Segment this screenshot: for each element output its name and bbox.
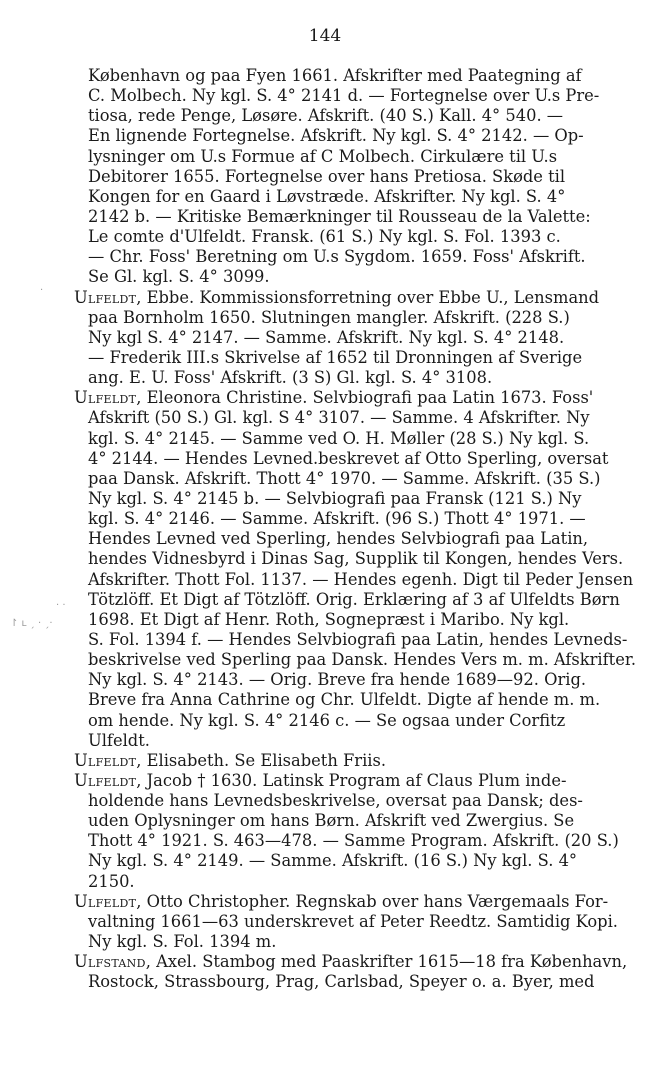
text-line	[74, 227, 642, 247]
line-text: Ny kgl S. 4° 2147. — Samme. Afskrift. Ny kgl. S. 4° 2148.	[88, 327, 565, 347]
text-line	[74, 791, 642, 811]
text-line	[74, 449, 642, 469]
line-text: Se Gl. kgl. S. 4° 3099.	[88, 267, 270, 287]
text-line	[74, 267, 642, 287]
text-line	[74, 650, 642, 670]
text-line	[74, 167, 642, 187]
line-text: valtning 1661—63 underskrevet af Peter Reedtz. Samtidig Kopi.	[88, 911, 618, 931]
text-line	[74, 549, 642, 569]
line-text: — Chr. Foss' Beretning om U.s Sygdom. 1659. Foss' Afskrift.	[88, 247, 586, 267]
line-text: paa Bornholm 1650. Slutningen mangler. Afskrift. (228 S.)	[88, 307, 570, 327]
text-line	[74, 247, 642, 267]
text-line	[74, 489, 642, 509]
text-line	[74, 529, 642, 549]
line-text: , Elisabeth. Se Elisabeth Friis.	[136, 750, 387, 770]
entry-surname: Ulfeldt	[74, 388, 137, 408]
text-line	[74, 831, 642, 851]
text-line	[74, 630, 642, 650]
text-line	[74, 429, 642, 449]
line-text: Rostock, Strassbourg, Prag, Carlsbad, Speyer o. a. Byer, med	[88, 972, 595, 992]
text-line	[74, 469, 642, 489]
text-line	[74, 308, 642, 328]
line-text: , Otto Christopher. Regnskab over hans Værgemaals For-	[136, 891, 609, 911]
text-line	[74, 106, 642, 126]
line-text: Ulfeldt.	[88, 730, 150, 750]
margin-mark: ↾ ʟ ˏ · ˏ·	[10, 618, 53, 629]
text-line	[74, 66, 642, 86]
line-text: tiosa, rede Penge, Løsøre. Afskrift. (40 S.) Kall. 4° 540. —	[88, 106, 564, 126]
text-line	[74, 187, 642, 207]
line-text: kgl. S. 4° 2145. — Samme ved O. H. Møller (28 S.) Ny kgl. S.	[88, 428, 590, 448]
entry-heading-line	[74, 892, 642, 912]
text-line	[74, 86, 642, 106]
text-line	[74, 126, 642, 146]
line-text: Tötzlöff. Et Digt af Tötzlöff. Orig. Erklæring af 3 af Ulfeldts Børn	[88, 589, 620, 609]
text-line	[74, 610, 642, 630]
line-text: Breve fra Anna Cathrine og Chr. Ulfeldt. Digte af hende m. m.	[88, 690, 601, 710]
text-line	[74, 972, 642, 992]
text-line	[74, 690, 642, 710]
text-line	[74, 328, 642, 348]
line-text: kgl. S. 4° 2146. — Samme. Afskrift. (96 S.) Thott 4° 1971. —	[88, 509, 586, 529]
line-text: En lignende Fortegnelse. Afskrift. Ny kgl. S. 4° 2142. — Op-	[88, 126, 584, 146]
entry-heading-line	[74, 751, 642, 771]
entry-heading-line	[74, 771, 642, 791]
text-line	[74, 147, 642, 167]
line-text: Ny kgl. S. 4° 2149. — Samme. Afskrift. (16 S.) Ny kgl. S. 4°	[88, 851, 578, 871]
line-text: lysninger om U.s Formue af C Molbech. Cirkulære til U.s	[88, 146, 558, 166]
text-line	[74, 590, 642, 610]
line-text: 2150.	[88, 871, 135, 891]
line-text: ang. E. U. Foss' Afskrift. (3 S) Gl. kgl. S. 4° 3108.	[88, 368, 493, 388]
line-text: Kongen for en Gaard i Løvstræde. Afskrifter. Ny kgl. S. 4°	[88, 186, 566, 206]
line-text: holdende hans Levnedsbeskrivelse, oversat paa Dansk; des-	[88, 791, 583, 811]
line-text: paa Dansk. Afskrift. Thott 4° 1970. — Samme. Afskrift. (35 S.)	[88, 468, 601, 488]
line-text: C. Molbech. Ny kgl. S. 4° 2141 d. — Fortegnelse over U.s Pre-	[88, 86, 600, 106]
text-line	[74, 408, 642, 428]
text-line	[74, 509, 642, 529]
entry-surname: Ulfeldt	[74, 287, 137, 307]
text-line	[74, 912, 642, 932]
margin-mark: · ·	[56, 600, 66, 611]
entry-surname: Ulfeldt	[74, 891, 137, 911]
line-text: Ny kgl. S. 4° 2143. — Orig. Breve fra hende 1689—92. Orig.	[88, 670, 587, 690]
entry-heading-line	[74, 288, 642, 308]
margin-mark: .	[40, 282, 44, 293]
text-line	[74, 368, 642, 388]
text-line	[74, 851, 642, 871]
line-text: hendes Vidnesbyrd i Dinas Sag, Supplik til Kongen, hendes Vers.	[88, 549, 624, 569]
line-text: Ny kgl. S. Fol. 1394 m.	[88, 932, 277, 952]
text-line	[74, 872, 642, 892]
line-text: Ny kgl. S. 4° 2145 b. — Selvbiografi paa Fransk (121 S.) Ny	[88, 488, 582, 508]
line-text: , Ebbe. Kommissionsforretning over Ebbe U., Lensmand	[136, 287, 600, 307]
line-text: Hendes Levned ved Sperling, hendes Selvbiografi paa Latin,	[88, 529, 589, 549]
entry-heading-line	[74, 952, 642, 972]
text-line	[74, 711, 642, 731]
text-line	[74, 670, 642, 690]
line-text: om hende. Ny kgl. S. 4° 2146 c. — Se ogsaa under Corfitz	[88, 710, 566, 730]
page-number: 144	[308, 26, 342, 46]
line-text: , Axel. Stambog med Paaskrifter 1615—18 fra København,	[145, 952, 628, 972]
line-text: København og paa Fyen 1661. Afskrifter med Paategning af	[88, 66, 582, 85]
text-line	[74, 207, 642, 227]
line-text: , Jacob † 1630. Latinsk Program af Claus Plum inde-	[136, 770, 567, 790]
line-text: Debitorer 1655. Fortegnelse over hans Pretiosa. Skøde til	[88, 166, 566, 186]
line-text: Thott 4° 1921. S. 463—478. — Samme Program. Afskrift. (20 S.)	[88, 831, 619, 851]
line-text: uden Oplysninger om hans Børn. Afskrift ved Zwergius. Se	[88, 811, 575, 831]
line-text: 4° 2144. — Hendes Levned.beskrevet af Otto Sperling, oversat	[88, 448, 609, 468]
text-line	[74, 932, 642, 952]
entry-surname: Ulfeldt	[74, 750, 137, 770]
text-line	[74, 811, 642, 831]
text-line	[74, 731, 642, 751]
line-text: — Frederik III.s Skrivelse af 1652 til Dronningen af Sverige	[88, 347, 583, 367]
line-text: beskrivelse ved Sperling paa Dansk. Hendes Vers m. m. Afskrifter.	[88, 650, 637, 670]
entry-surname: Ulfeldt	[74, 770, 137, 790]
entry-surname: Ulfstand	[74, 952, 146, 972]
line-text: Afskrifter. Thott Fol. 1137. — Hendes egenh. Digt til Peder Jensen	[88, 569, 634, 589]
text-line	[74, 348, 642, 368]
text-body	[74, 66, 642, 992]
text-line	[74, 570, 642, 590]
line-text: Le comte d'Ulfeldt. Fransk. (61 S.) Ny kgl. S. Fol. 1393 c.	[88, 227, 561, 247]
line-text: Afskrift (50 S.) Gl. kgl. S 4° 3107. — Samme. 4 Afskrifter. Ny	[88, 408, 590, 428]
entry-heading-line	[74, 388, 642, 408]
line-text: 1698. Et Digt af Henr. Roth, Sognepræst i Maribo. Ny kgl.	[88, 609, 570, 629]
line-text: S. Fol. 1394 f. — Hendes Selvbiografi paa Latin, hendes Levneds-	[88, 629, 628, 649]
line-text: 2142 b. — Kritiske Bemærkninger til Rousseau de la Valette:	[88, 206, 591, 226]
line-text: , Eleonora Christine. Selvbiografi paa Latin 1673. Foss'	[136, 388, 594, 408]
